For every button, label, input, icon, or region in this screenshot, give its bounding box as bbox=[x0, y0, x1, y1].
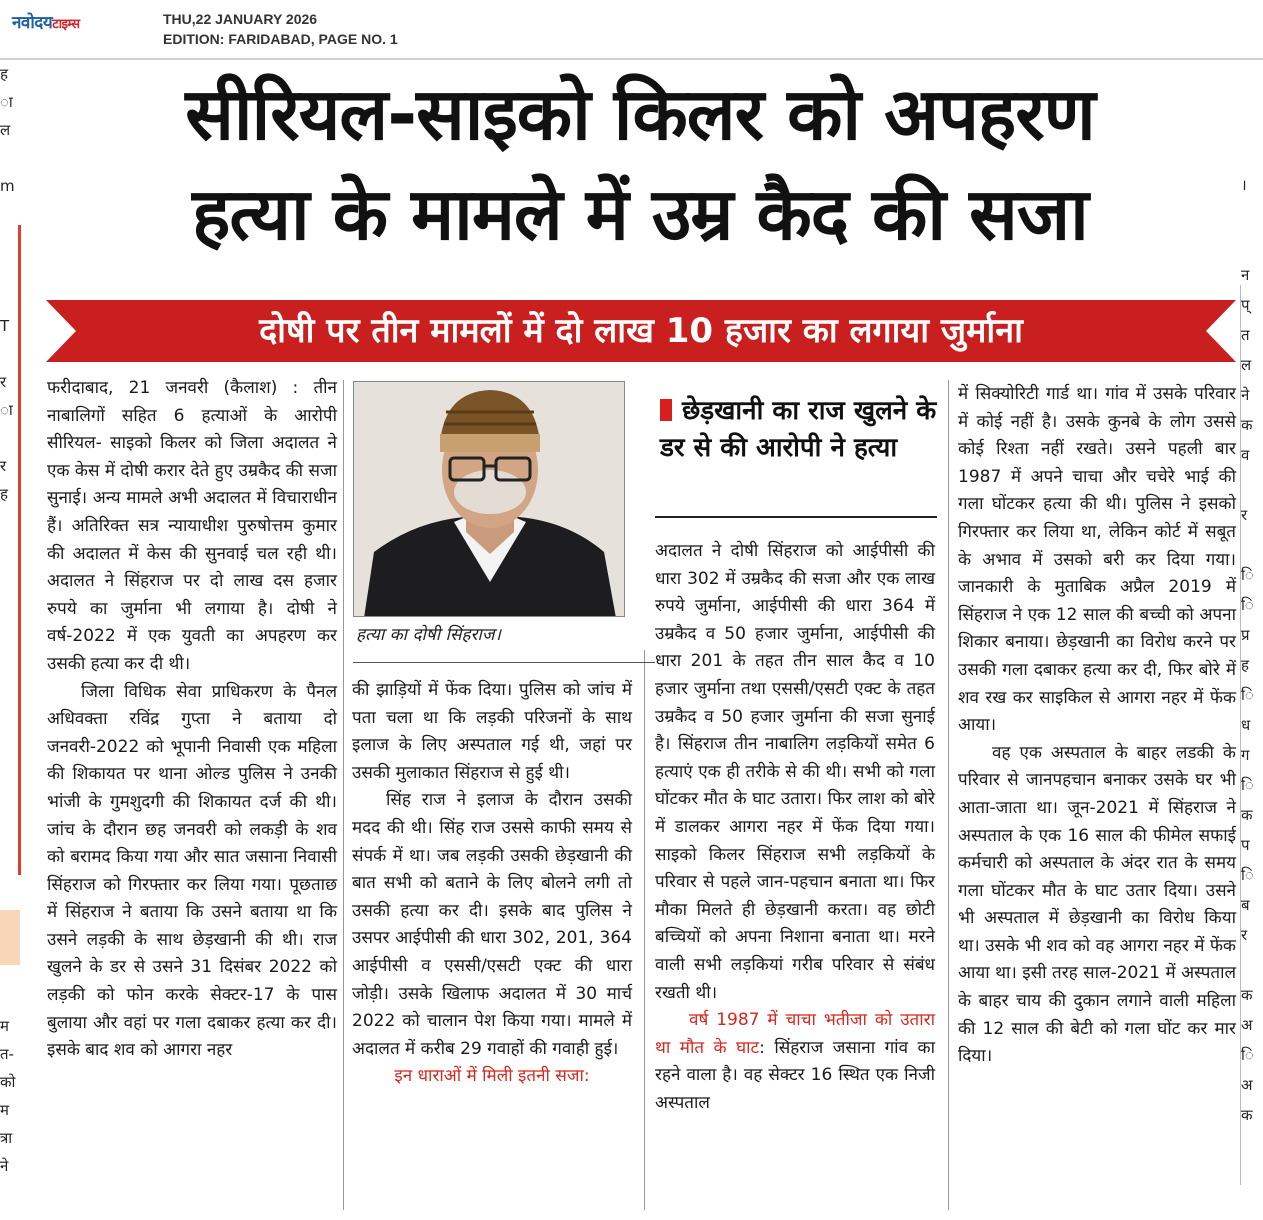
adjacent-glyph: र bbox=[1241, 926, 1248, 944]
adjacent-glyph: त- bbox=[0, 1045, 14, 1063]
adjacent-glyph: ि bbox=[1241, 686, 1254, 704]
adjacent-text-left bbox=[0, 60, 20, 1180]
adjacent-glyph bbox=[0, 508, 20, 536]
publication-logo bbox=[12, 10, 80, 33]
adjacent-glyph: र bbox=[0, 373, 7, 391]
subheadline-ribbon bbox=[46, 300, 1236, 362]
col2-paragraph-2: सिंह राज ने इलाज के दौरान उसकी मदद की थी। सिंह राज उससे काफी समय से संपर्क में था। जब लड़की उसकी छेड़खानी की बात सभी को बताने के लिए बोलने लगी तो उसकी हत्या कर दी। इसके बाद पुलिस ने उसपर आईपीसी की धारा 302, 201, 364 आईपीसी व एससी/एसटी एक्ट की धारा जोड़ी। उसके खिलाफ अदालत में 30 मार्च 2022 को चालान पेश किया गया। मामले में अदालत में करीब 29 गवाहों की गवाही हुई। bbox=[352, 790, 632, 1059]
adjacent-glyph: ा bbox=[0, 93, 13, 111]
photo-caption: हत्या का दोषी सिंहराज। bbox=[356, 625, 501, 645]
adjacent-glyph: ने bbox=[0, 1157, 9, 1175]
adjacent-glyph: र bbox=[0, 457, 7, 475]
adjacent-article-left bbox=[0, 60, 20, 1220]
adjacent-glyph bbox=[0, 144, 20, 172]
masthead bbox=[0, 0, 1263, 58]
adjacent-glyph bbox=[0, 732, 20, 760]
adjacent-glyph: ह bbox=[0, 485, 8, 503]
adjacent-glyph: ह bbox=[0, 65, 8, 83]
adjacent-glyph bbox=[0, 620, 20, 648]
adjacent-glyph: म bbox=[0, 1017, 9, 1035]
adjacent-glyph: क bbox=[1241, 416, 1253, 434]
edition-info bbox=[163, 9, 398, 49]
adjacent-glyph: T bbox=[0, 317, 10, 335]
edition-page: EDITION: FARIDABAD, PAGE NO. 1 bbox=[163, 31, 398, 47]
adjacent-glyph bbox=[1241, 950, 1263, 980]
col1-paragraph-2: जिला विधिक सेवा प्राधिकरण के पैनल अधिवक्ता रविंद्र गुप्ता ने बताया दो जनवरी-2022 को भूपानी निवासी एक महिला की शिकायत पर थाना ओल्ड पुलिस ने उनकी भांजी के गुमशुदगी की शिकायत दर्ज की थी। जांच के दौरान छह जनवरी को लकड़ी के शव को बरामद किया गया और सात जसाना निवासी सिंहराज को गिरफ्तार कर लिया गया। पूछताछ में सिंहराज ने बताया कि उसने बताया था कि उसने लड़की के साथ छेड़खानी की थी। राज खुलने के डर से उसने 31 दिसंबर 2022 को लड़की को फोन करके सेक्टर-17 के पास बुलाया और वहां पर गला दबाकर हत्या कर दी। इसके बाद शव को आगरा नहर bbox=[47, 681, 337, 1061]
adjacent-glyph bbox=[1241, 230, 1263, 260]
adjacent-glyph: ि bbox=[1241, 596, 1254, 614]
adjacent-glyph bbox=[0, 872, 20, 900]
adjacent-glyph: र bbox=[1241, 506, 1248, 524]
adjacent-glyph: ा bbox=[0, 401, 13, 419]
adjacent-glyph bbox=[0, 200, 20, 228]
adjacent-glyph: । bbox=[1241, 176, 1247, 194]
adjacent-glyph: ध bbox=[1241, 716, 1251, 734]
adjacent-glyph: अ bbox=[1241, 1016, 1253, 1034]
col3-paragraph-2: : सिंहराज जसाना गांव का रहने वाला है। वह सेक्टर 16 स्थित एक निजी अस्पताल bbox=[655, 1037, 936, 1113]
adjacent-glyph bbox=[0, 284, 20, 312]
section-subheading: इन धाराओं में मिली इतनी सजा: bbox=[394, 1066, 590, 1087]
adjacent-glyph bbox=[0, 536, 20, 564]
adjacent-glyph bbox=[0, 592, 20, 620]
adjacent-glyph bbox=[0, 704, 20, 732]
adjacent-glyph bbox=[0, 564, 20, 592]
adjacent-glyph: को bbox=[0, 1073, 16, 1091]
adjacent-glyph: त्रा bbox=[0, 1129, 13, 1147]
adjacent-glyph bbox=[0, 984, 20, 1012]
adjacent-glyph: व bbox=[1241, 446, 1250, 464]
article-column-1 bbox=[47, 375, 337, 1065]
adjacent-glyph: ि bbox=[1241, 776, 1254, 794]
adjacent-glyph: म bbox=[0, 1101, 9, 1119]
adjacent-glyph: क bbox=[1241, 986, 1253, 1004]
adjacent-glyph bbox=[1241, 200, 1263, 230]
inline-red-subheading: वर्ष 1987 में चाचा भतीजा को उतारा था मौत के घाट bbox=[655, 1010, 935, 1058]
logo-text: नवोदय bbox=[12, 13, 53, 33]
adjacent-glyph: प bbox=[1241, 836, 1250, 854]
portrait-photo bbox=[353, 381, 625, 617]
adjacent-shade-box bbox=[0, 910, 20, 965]
adjacent-glyph bbox=[0, 676, 20, 704]
portrait-image bbox=[354, 382, 625, 617]
headline bbox=[40, 64, 1240, 264]
adjacent-glyph: प् bbox=[1241, 296, 1250, 314]
adjacent-glyph: त bbox=[1241, 326, 1250, 344]
col1-paragraph-1: फरीदाबाद, 21 जनवरी (कैलाश) : तीन नाबालिगों सहित 6 हत्याओं के आरोपी सीरियल- साइको किलर को जिला अदालत ने एक केस में दोषी करार देते हुए उम्रकैद की सजा सुनाई। अन्य मामले अभी अदालत में विचाराधीन हैं। अतिरिक्त सत्र न्यायाधीश पुरुषोत्तम कुमार की अदालत में केस की सुनवाई चल रही थी। अदालत ने सिंहराज पर दो लाख दस हजार रुपये का जुर्माना भी लगाया है। दोषी ने वर्ष-2022 में एक युवती का अपहरण कर उसकी हत्या कर दी थी। bbox=[47, 378, 337, 674]
article-column-4 bbox=[958, 381, 1236, 1071]
edition-date: THU,22 JANUARY 2026 bbox=[163, 11, 318, 27]
adjacent-glyph bbox=[0, 788, 20, 816]
headline-line-1: सीरियल-साइको किलर को अपहरण bbox=[185, 72, 1095, 156]
adjacent-glyph bbox=[0, 228, 20, 256]
adjacent-glyph bbox=[0, 844, 20, 872]
adjacent-glyph: ग bbox=[1241, 746, 1250, 764]
col3-paragraph-1: अदालत ने दोषी सिंहराज को आईपीसी की धारा 302 में उम्रकैद की सजा और एक लाख रुपये जुर्माना, आईपीसी की धारा 364 में उम्रकैद व 50 हजार जुर्माना, आईपीसी की धारा 201 के तहत तीन साल कैद व 10 हजार जुर्माना तथा एससी/एसटी एक्ट के तहत उम्रकैद व 50 हजार जुर्माना की सजा सुनाई है। सिंहराज तीन नाबालिग लड़कियों समेत 6 हत्याएं एक ही तरीके से की थी। सभी को गला घोंटकर मौत के घाट उतारा। फिर लाश को बोरे में डालकर आगरा नहर में फेंक दिया गया। साइको किलर सिंहराज सभी लड़कियों के परिवार से पहले जान-पहचान बनाता था। फिर मौका मिलते ही छेड़खानी करता। वह छोटी बच्चियों को अपना निशाना बनाता था। मरने वाली सभी लड़कियां गरीब परिवार से संबंध रखती थी। bbox=[655, 541, 935, 1003]
adjacent-glyph bbox=[0, 256, 20, 284]
adjacent-glyph: ल bbox=[1241, 356, 1252, 374]
adjacent-glyph: ि bbox=[1241, 1046, 1254, 1064]
logo-suffix: टाइम्स bbox=[52, 17, 80, 32]
adjacent-glyph bbox=[1241, 470, 1263, 500]
heading-marker-icon bbox=[660, 399, 672, 421]
article-column-2 bbox=[352, 677, 632, 1091]
adjacent-red-border bbox=[18, 225, 21, 875]
adjacent-glyph: ने bbox=[1241, 386, 1250, 404]
adjacent-glyph: अ bbox=[1241, 1076, 1253, 1094]
adjacent-glyph bbox=[0, 816, 20, 844]
article-column-3 bbox=[655, 538, 935, 1117]
subheadline: दोषी पर तीन मामलों में दो लाख 10 हजार का लगाया जुर्माना bbox=[259, 311, 1023, 351]
box-heading-rule bbox=[655, 516, 937, 518]
adjacent-article-right bbox=[1241, 170, 1263, 1170]
column-rule bbox=[644, 650, 645, 1210]
column-rule bbox=[948, 380, 949, 1210]
adjacent-glyph bbox=[1241, 530, 1263, 560]
adjacent-glyph: प्र bbox=[1241, 626, 1250, 644]
adjacent-glyph: क bbox=[1241, 806, 1253, 824]
col4-paragraph-1: में सिक्योरिटी गार्ड था। गांव में उसके परिवार में कोई नहीं है। उसके कुनबे के लोग उससे कोई रिश्ता नहीं रखते। उसने पहली बार 1987 में अपने चाचा और चचेरे भाई की गला घोंटकर हत्या की थी। पुलिस ने इसको गिरफ्तार कर लिया था, लेकिन कोर्ट में सबूत के अभाव में उसको बरी कर दिया गया। जानकारी के मुताबिक अप्रैल 2019 में सिंहराज ने एक 12 साल की बच्ची को अपना शिकार बनाया। छेड़खानी का विरोध करने पर उसकी गला दबाकर हत्या कर दी, फिर बोरे में शव रख कर साइकिल से आगरा नहर में फेंक आया। bbox=[958, 384, 1236, 736]
masthead-rule bbox=[0, 58, 1263, 60]
headline-line-2: हत्या के मामले में उम्र कैद की सजा bbox=[192, 172, 1088, 256]
box-heading-text: छेड़खानी का राज खुलने के डर से की आरोपी ने हत्या bbox=[660, 396, 937, 463]
adjacent-glyph bbox=[0, 340, 20, 368]
adjacent-glyph: न bbox=[1241, 266, 1250, 284]
col2-paragraph-1: की झाड़ियों में फेंक दिया। पुलिस को जांच में पता चला था कि लड़की परिजनों के साथ इलाज के लिए अस्पताल गई थी, जहां पर उसकी मुलाकात सिंहराज से हुई थी। bbox=[352, 680, 632, 783]
box-heading bbox=[660, 393, 940, 467]
adjacent-glyph: क bbox=[1241, 1106, 1253, 1124]
adjacent-glyph: ब bbox=[1241, 896, 1250, 914]
adjacent-glyph: ि bbox=[1241, 866, 1254, 884]
column-rule bbox=[343, 380, 344, 1210]
adjacent-glyph: m bbox=[0, 177, 15, 195]
col4-paragraph-2: वह एक अस्पताल के बाहर लडकी के परिवार से जानपहचान बनाकर उसके घर भी आता-जाता था। जून-2021 में सिंहराज ने अस्पताल के एक 16 साल की फीमेल सफाई कर्मचारी को अस्पताल के अंदर रात के समय गला घोंटकर मौत के घाट उतार दिया। उसने भी अस्पताल में छेड़खानी का विरोध किया था। उसके भी शव को वह आगरा नहर में फेंक आया था। इसी तरह साल-2021 में अस्पताल के बाहर चाय की दुकान लगाने वाली महिला की 12 साल की बेटी को गला घोंट कर मार दिया। bbox=[958, 742, 1236, 1067]
adjacent-glyph bbox=[0, 648, 20, 676]
adjacent-glyph: ि bbox=[1241, 566, 1254, 584]
adjacent-glyph bbox=[0, 424, 20, 452]
adjacent-glyph: ल bbox=[0, 121, 11, 139]
caption-rule bbox=[353, 662, 655, 663]
adjacent-glyph bbox=[0, 760, 20, 788]
adjacent-glyph: ह bbox=[1241, 656, 1249, 674]
